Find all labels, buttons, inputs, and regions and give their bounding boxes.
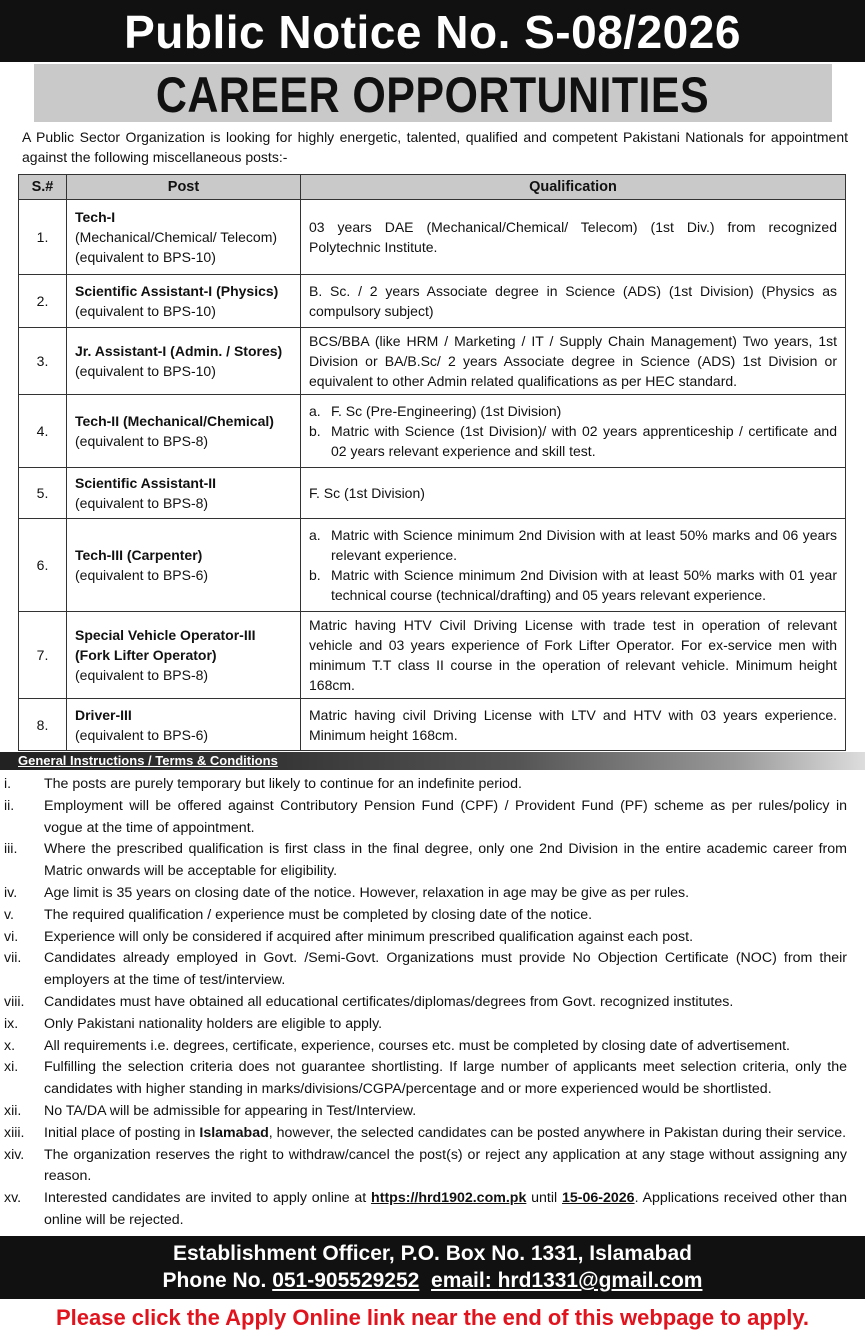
career-title: CAREER OPPORTUNITIES xyxy=(155,67,710,123)
qualification-cell: Matric having HTV Civil Driving License with trade test in operation of relevant vehicle and 03 years experience of Fork Lifter Operator. For ex-service men with minimum T.T class II course in the operation of relevant vehicle. Minimum height 168cm. xyxy=(301,612,846,699)
table-row xyxy=(19,200,846,275)
qualification-option xyxy=(309,565,837,605)
item-text: Experience will only be considered if acquired after minimum prescribed qualification against each post. xyxy=(44,928,694,945)
option-text: Matric with Science minimum 2nd Division with at least 50% marks and 06 years relevant experience. xyxy=(331,527,837,563)
table-row xyxy=(19,468,846,519)
list-item xyxy=(0,1145,865,1189)
list-item xyxy=(0,1014,865,1036)
row-number: 6. xyxy=(19,519,67,612)
contact-address: Establishment Officer, P.O. Box No. 1331, Islamabad xyxy=(173,1242,692,1265)
list-item xyxy=(0,1188,865,1232)
post-bps: (equivalent to BPS-10) xyxy=(75,249,216,265)
option-label: b. xyxy=(309,567,321,583)
post-bps: (equivalent to BPS-8) xyxy=(75,433,209,449)
item-text-end: , however, the selected candidates can be posted anywhere in Pakistan during their service. xyxy=(268,1124,847,1141)
post-name-secondary: (Fork Lifter Operator) xyxy=(75,647,217,663)
sn-header: S.# xyxy=(19,175,67,200)
table-header-row xyxy=(19,175,846,200)
post-cell xyxy=(67,468,301,519)
option-text: Matric with Science (1st Division)/ with 02 years apprenticeship / certificate and 02 years relevant experience and skill test. xyxy=(331,423,837,459)
post-name: Tech-I xyxy=(75,209,116,225)
item-number: xiv. xyxy=(4,1146,25,1163)
option-label: a. xyxy=(309,527,321,543)
qualification-header: Qualification xyxy=(301,175,846,200)
table-row xyxy=(19,699,846,751)
item-text: All requirements i.e. degrees, certificate, experience, courses etc. must be completed by closing date of advertisement. xyxy=(44,1037,791,1054)
post-cell xyxy=(67,275,301,328)
intro-text: A Public Sector Organization is looking for highly energetic, talented, qualified and competent Pakistani Nationals for appointment against the following miscellaneous posts:- xyxy=(22,129,848,165)
qualification-option xyxy=(309,401,837,421)
item-number: v. xyxy=(4,906,14,923)
list-item xyxy=(0,796,865,840)
item-number: vi. xyxy=(4,928,19,945)
closing-date: 15-06-2026 xyxy=(561,1190,635,1207)
email-address[interactable]: hrd1331@gmail.com xyxy=(497,1269,703,1292)
qualification-option xyxy=(309,525,837,565)
item-number: vii. xyxy=(4,950,22,967)
row-number: 1. xyxy=(19,200,67,275)
list-item xyxy=(0,1101,865,1123)
posting-city: Islamabad xyxy=(199,1124,269,1141)
post-name: Tech-III (Carpenter) xyxy=(75,547,203,563)
table-row xyxy=(19,275,846,328)
qualification-option xyxy=(309,421,837,461)
item-text: Employment will be offered against Contributory Pension Fund (CPF) / Provident Fund (PF) scheme as per rules/policy in vogue at the time of appointment. xyxy=(44,797,847,836)
contact-phone-email xyxy=(0,1268,865,1294)
terms-list xyxy=(0,774,865,1232)
item-text-end: . Applications received other than online will be rejected. xyxy=(44,1190,847,1228)
row-number: 4. xyxy=(19,395,67,468)
list-item xyxy=(0,883,865,905)
table-row xyxy=(19,519,846,612)
post-cell xyxy=(67,328,301,395)
apply-instruction: Please click the Apply Online link near the end of this webpage to apply. xyxy=(55,1305,810,1330)
item-text: The posts are purely temporary but likely to continue for an indefinite period. xyxy=(44,776,522,792)
item-number: ix. xyxy=(4,1015,19,1032)
phone-number: 051-905529252 xyxy=(272,1269,420,1292)
row-number: 8. xyxy=(19,699,67,751)
qualification-cell: 03 years DAE (Mechanical/Chemical/ Telecom) (1st Div.) from recognized Polytechnic Institute. xyxy=(301,200,846,275)
list-item xyxy=(0,1123,865,1145)
table-row xyxy=(19,328,846,395)
list-item xyxy=(0,1036,865,1058)
row-number: 5. xyxy=(19,468,67,519)
item-number: viii. xyxy=(4,993,25,1010)
option-label: a. xyxy=(309,403,321,419)
list-item xyxy=(0,1057,865,1101)
notice-title: Public Notice No. S-08/2026 xyxy=(124,6,741,58)
item-text-start: Initial place of posting in xyxy=(44,1124,200,1141)
post-detail: (Mechanical/Chemical/ Telecom) xyxy=(75,229,278,245)
post-header: Post xyxy=(67,175,301,200)
email-label: email: xyxy=(431,1269,498,1292)
item-number: ii. xyxy=(4,797,15,814)
phone-label: Phone No. xyxy=(162,1269,273,1292)
post-bps: (equivalent to BPS-8) xyxy=(75,667,209,683)
list-item xyxy=(0,905,865,927)
item-number: i. xyxy=(4,776,12,792)
list-item xyxy=(0,774,865,796)
instructions-title: General Instructions / Terms & Conditions xyxy=(18,753,278,768)
item-number: iv. xyxy=(4,884,18,901)
item-text: The organization reserves the right to withdraw/cancel the post(s) or reject any application at any stage without assigning any reason. xyxy=(44,1146,847,1185)
item-text: No TA/DA will be admissible for appearing in Test/Interview. xyxy=(44,1102,417,1119)
post-bps: (equivalent to BPS-8) xyxy=(75,495,209,511)
table-row xyxy=(19,612,846,699)
item-text: Only Pakistani nationality holders are eligible to apply. xyxy=(44,1015,383,1032)
list-item xyxy=(0,839,865,883)
post-cell xyxy=(67,519,301,612)
post-bps: (equivalent to BPS-6) xyxy=(75,726,209,743)
list-item xyxy=(0,927,865,949)
item-number: xiii. xyxy=(4,1124,25,1141)
qualification-cell: F. Sc (1st Division) xyxy=(301,468,846,519)
item-number: xi. xyxy=(4,1059,19,1076)
item-text: Fulfilling the selection criteria does not guarantee shortlisting. If large number of applicants meet selection criteria, only the candidates with higher standing in marks/divisions/CGPA/percentage and or more experienced would be shortlisted. xyxy=(44,1059,847,1098)
option-label: b. xyxy=(309,423,321,439)
item-text-mid: until xyxy=(526,1190,562,1207)
option-text: F. Sc (Pre-Engineering) (1st Division) xyxy=(331,403,562,419)
post-name: Tech-II (Mechanical/Chemical) xyxy=(75,413,274,429)
item-text xyxy=(44,1188,847,1232)
list-item xyxy=(0,948,865,992)
item-text xyxy=(44,1123,847,1145)
post-cell xyxy=(67,699,301,751)
qualification-cell: Matric having civil Driving License with LTV and HTV with 03 years experience. Minimum height 168cm. xyxy=(301,699,846,751)
post-bps: (equivalent to BPS-10) xyxy=(75,303,216,319)
item-text: Where the prescribed qualification is first class in the final degree, only one 2nd Division in the entire academic career from Matric onwards will be acceptable for eligibility. xyxy=(44,841,847,880)
post-bps: (equivalent to BPS-10) xyxy=(75,363,216,379)
row-number: 2. xyxy=(19,275,67,328)
post-name: Scientific Assistant-I (Physics) xyxy=(75,283,279,299)
qualification-cell xyxy=(301,395,846,468)
item-number: xii. xyxy=(4,1102,22,1119)
qualification-cell: B. Sc. / 2 years Associate degree in Science (ADS) (1st Division) (Physics as compulsory subject) xyxy=(301,275,846,328)
post-cell xyxy=(67,200,301,275)
item-text-start: Interested candidates are invited to apply online at xyxy=(44,1190,372,1207)
item-number: x. xyxy=(4,1037,16,1054)
qualification-cell xyxy=(301,519,846,612)
option-text: Matric with Science minimum 2nd Division with at least 50% marks with 01 year technical course (technical/drafting) and 05 years relevant experience. xyxy=(331,567,837,603)
post-name: Jr. Assistant-I (Admin. / Stores) xyxy=(75,343,283,359)
item-text: Age limit is 35 years on closing date of the notice. However, relaxation in age may be give as per rules. xyxy=(44,884,690,901)
post-cell xyxy=(67,612,301,699)
item-text: Candidates already employed in Govt. /Semi-Govt. Organizations must provide No Objection Certificate (NOC) from their employers at the time of test/interview. xyxy=(44,950,847,989)
list-item xyxy=(0,992,865,1014)
post-name: Special Vehicle Operator-III xyxy=(75,627,256,643)
table-row xyxy=(19,395,846,468)
row-number: 3. xyxy=(19,328,67,395)
item-number: xv. xyxy=(4,1190,22,1207)
row-number: 7. xyxy=(19,612,67,699)
item-number: iii. xyxy=(4,841,18,858)
qualification-cell: BCS/BBA (like HRM / Marketing / IT / Supply Chain Management) Two years, 1st Division or BA/B.Sc/ 2 years Associate degree in Science (ADS) 1st Division or equivalent to other Admin related qualifications as per HEC standard. xyxy=(301,328,846,395)
post-name: Driver-III xyxy=(75,706,132,723)
apply-link[interactable]: https://hrd1902.com.pk xyxy=(371,1190,527,1207)
post-bps: (equivalent to BPS-6) xyxy=(75,567,209,583)
item-text: The required qualification / experience must be completed by closing date of the notice. xyxy=(44,906,593,923)
post-cell xyxy=(67,395,301,468)
posts-table xyxy=(18,174,846,751)
item-text: Candidates must have obtained all educational certificates/diplomas/degrees from Govt. recognized institutes. xyxy=(44,993,734,1010)
post-name: Scientific Assistant-II xyxy=(75,475,217,491)
